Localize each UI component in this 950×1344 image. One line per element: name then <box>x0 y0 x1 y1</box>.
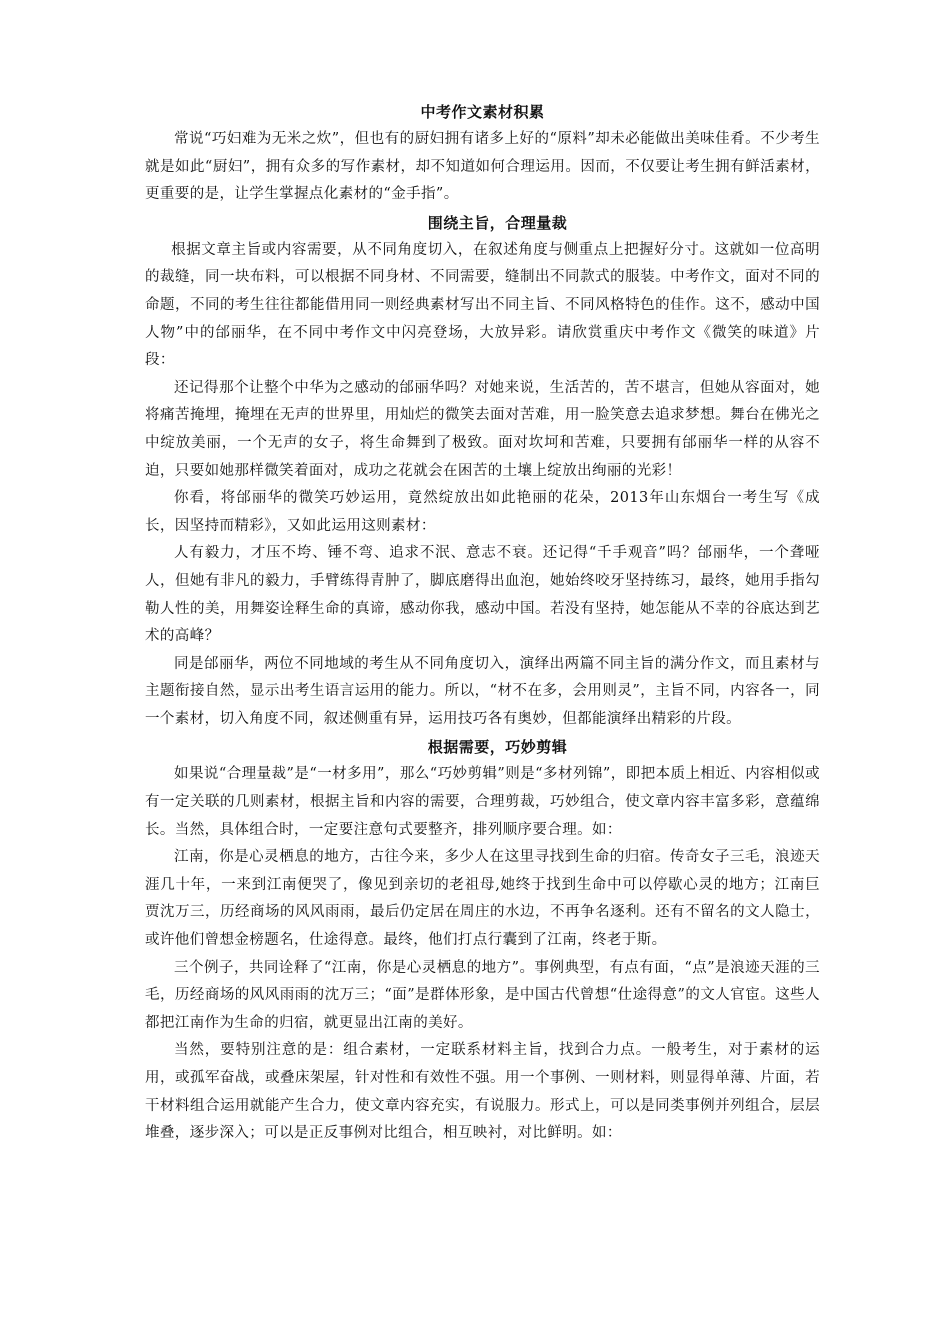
section2-paragraph-3: 三个例子，共同诠释了“江南，你是心灵栖息的地方”。事例典型，有点有面，“点”是浪迹天涯的三毛，历经商场的风风雨雨的沈万三；“面”是群体形象，是中国古代曾想“仕途得意”的文人官宦。这些人都把江南作为生命的归宿，就更显出江南的美好。 <box>145 959 820 1031</box>
section2-paragraph-1: 如果说“合理量裁”是“一材多用”，那么“巧妙剪辑”则是“多材列锦”，即把本质上相近、内容相似或有一定关联的几则素材，根据主旨和内容的需要，合理剪裁，巧妙组合，使文章内容丰富多彩，意蕴绵长。当然，具体组合时，一定要注意句式要整齐，排列顺序要合理。如： <box>145 766 820 838</box>
section-heading-2: 根据需要，巧妙剪辑 <box>427 738 568 757</box>
section2-paragraph-4: 当然，要特别注意的是：组合素材，一定联系材料主旨，找到合力点。一般考生，对于素材的运用，或孤军奋战，或叠床架屋，针对性和有效性不强。用一个事例、一则材料，则显得单薄、片面，若干材料组合运用就能产生合力，使文章内容充实，有说服力。形式上，可以是同类事例并列组合，层层堆叠，逐步深入；可以是正反事例对比组合，相互映衬，对比鲜明。如： <box>145 1042 820 1142</box>
section1-paragraph-4: 人有毅力，才压不垮、锤不弯、追求不泯、意志不衰。还记得“千手观音”吗？邰丽华，一个聋哑人，但她有非凡的毅力，手臂练得青肿了，脚底磨得出血泡，她始终咬牙坚持练习，最终，她用手指勾勒人性的美，用舞姿诠释生命的真谛，感动你我，感动中国。若没有坚持，她怎能从不幸的谷底达到艺术的高峰？ <box>145 545 820 645</box>
section2-paragraph-2: 江南，你是心灵栖息的地方，古往今来，多少人在这里寻找到生命的归宿。传奇女子三毛，浪迹天涯几十年，一来到江南便哭了，像见到亲切的老祖母,她终于找到生命中可以停歇心灵的地方；江南巨贾沈万三，历经商场的风风雨雨，最后仍定居在周庄的水边，不再争名逐利。还有不留名的文人隐士，或许他们曾想金榜题名，仕途得意。最终，他们打点行囊到了江南，终老于斯。 <box>145 849 820 949</box>
section1-paragraph-3: 你看，将邰丽华的微笑巧妙运用，竟然绽放出如此艳丽的花朵，2013年山东烟台一考生写《成长，因坚持而精彩》，又如此运用这则素材： <box>145 490 820 534</box>
document-title: 中考作文素材积累 <box>420 103 545 121</box>
section1-paragraph-5: 同是邰丽华，两位不同地域的考生从不同角度切入，演绎出两篇不同主旨的满分作文，而且素材与主题衔接自然，显示出考生语言运用的能力。所以，“材不在多，会用则灵”，主旨不同，内容各一，同一个素材，切入角度不同，叙述侧重有异，运用技巧各有奥妙，但都能演绎出精彩的片段。 <box>145 655 820 727</box>
section1-paragraph-2: 还记得那个让整个中华为之感动的邰丽华吗？对她来说，生活苦的，苦不堪言，但她从容面对，她将痛苦掩埋，掩埋在无声的世界里，用灿烂的微笑去面对苦难，用一脸笑意去追求梦想。舞台在佛光之中绽放美丽，一个无声的女子，将生命舞到了极致。面对坎坷和苦难，只要拥有邰丽华一样的从容不迫，只要如她那样微笑着面对，成功之花就会在困苦的土壤上绽放出绚丽的光彩！ <box>145 379 820 479</box>
section1-paragraph-1: 根据文章主旨或内容需要，从不同角度切入，在叙述角度与侧重点上把握好分寸。这就如一位高明的裁缝，同一块布料，可以根据不同身材、不同需要，缝制出不同款式的服装。中考作文，面对不同的命题，不同的考生往往都能借用同一则经典素材写出不同主旨、不同风格特色的佳作。这不，感动中国人物”中的邰丽华，在不同中考作文中闪亮登场，大放异彩。请欣赏重庆中考作文《微笑的味道》片段： <box>145 241 820 369</box>
document-page <box>145 98 820 1148</box>
section-heading-1: 围绕主旨，合理量裁 <box>427 213 568 232</box>
intro-paragraph: 常说“巧妇难为无米之炊”，但也有的厨妇拥有诸多上好的“原料”却未必能做出美味佳肴。不少考生就是如此“厨妇”，拥有众多的写作素材，却不知道如何合理运用。因而，不仅要让考生拥有鲜活素材，更重要的是，让学生掌握点化素材的“金手指”。 <box>145 131 820 203</box>
